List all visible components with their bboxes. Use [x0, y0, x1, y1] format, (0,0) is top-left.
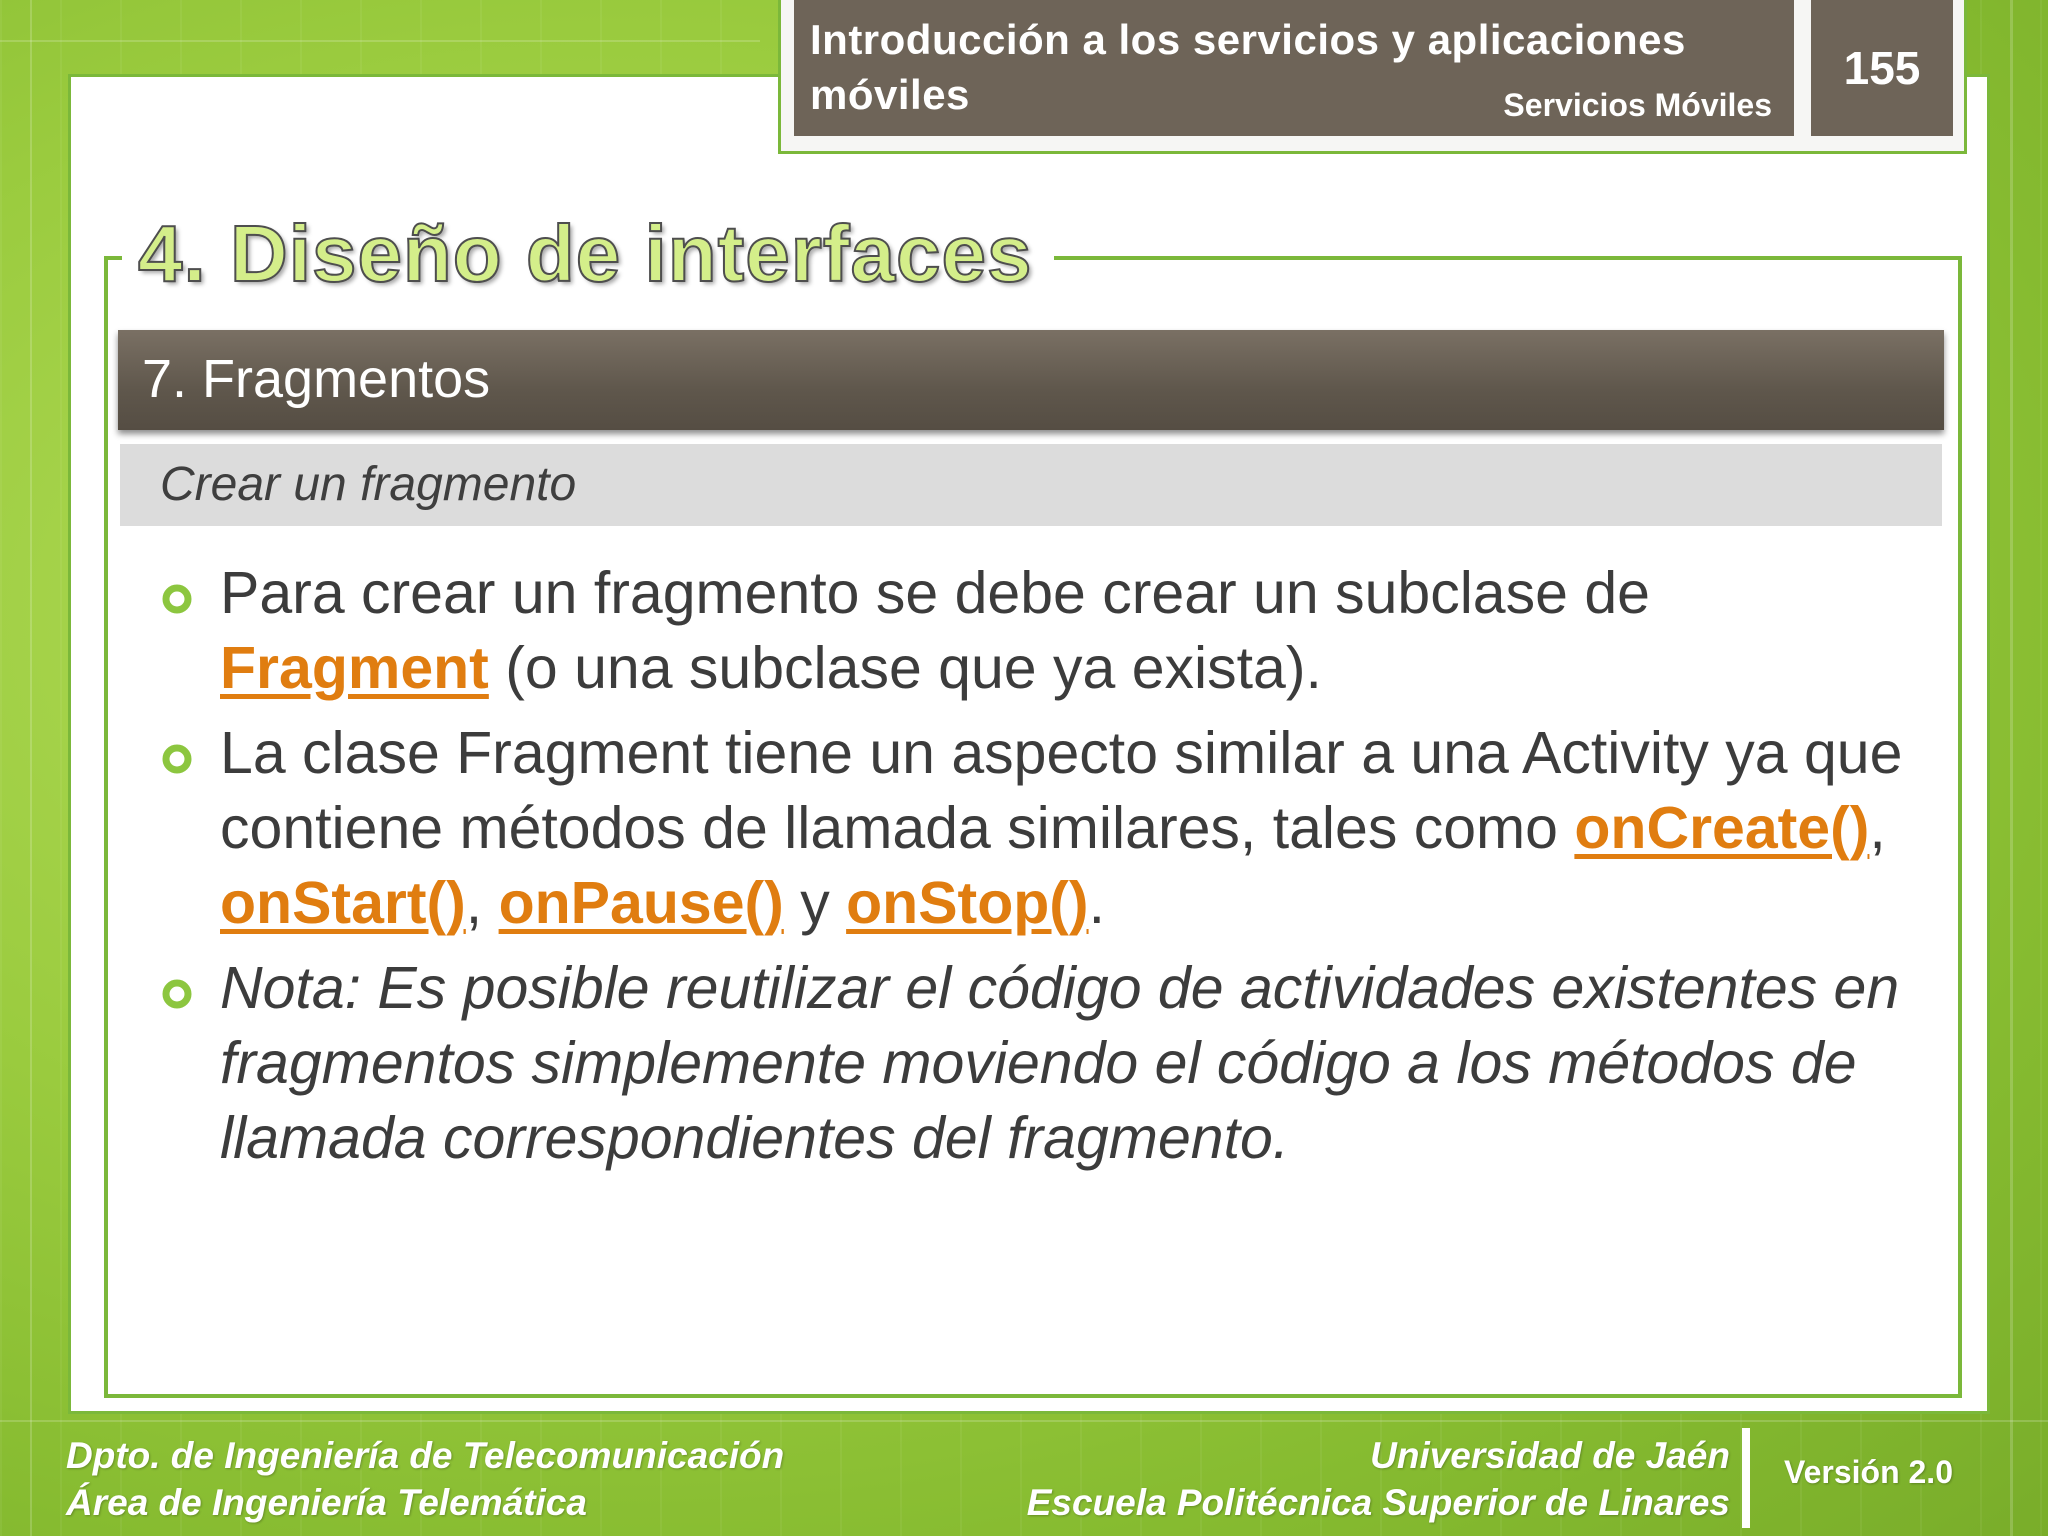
bullet-item: [160, 716, 1920, 941]
subheading: Crear un fragmento: [160, 458, 577, 511]
bullet-text-segment: La clase Fragment tiene un aspecto similar a una Activity ya que contiene métodos de llamada similares, tales como: [220, 720, 1903, 861]
background-decoration: [2010, 0, 2013, 1536]
code-keyword-link[interactable]: onStart(): [220, 870, 466, 936]
bullet-text-segment: .: [1088, 870, 1105, 936]
code-keyword-link[interactable]: onPause(): [498, 870, 784, 936]
subtopic-title: 7. Fragmentos: [142, 349, 491, 409]
footer-university: [1027, 1432, 1730, 1526]
bullet-item: [160, 951, 1920, 1176]
footer-univ-line2: Escuela Politécnica Superior de Linares: [1026, 1482, 1730, 1523]
bullet-text: [220, 951, 1920, 1176]
background-decoration: [0, 40, 760, 42]
bullet-text: [220, 716, 1920, 941]
page-number-box: [1811, 0, 1953, 136]
page-number: 155: [1843, 42, 1921, 94]
code-keyword-link[interactable]: Fragment: [220, 635, 489, 701]
ring-bullet-icon: [160, 582, 194, 616]
code-keyword-link[interactable]: onStop(): [846, 870, 1089, 936]
footer-divider: [1742, 1428, 1750, 1528]
course-subtitle: Servicios Móviles: [1503, 87, 1772, 123]
footer-version: Versión 2.0: [1784, 1454, 1953, 1490]
section-title: 4. Diseño de interfaces: [122, 206, 1054, 302]
bullet-text-segment: ,: [465, 870, 499, 936]
footer-dept-line2: Área de Ingeniería Telemática: [66, 1482, 587, 1523]
background-decoration: [30, 0, 32, 1536]
bullet-text-segment: Para crear un fragmento se debe crear un subclase de: [220, 560, 1650, 626]
bullet-text-segment: (o una subclase que ya exista).: [488, 635, 1322, 701]
bullet-text-segment: Nota: Es posible reutilizar el código de actividades existentes en fragmentos simplemente moviendo el código a los métodos de llamada correspondientes del fragmento.: [220, 955, 1900, 1171]
bullet-item: [160, 556, 1920, 706]
course-title: Introducción a los servicios y aplicaciones móviles: [810, 16, 1686, 118]
code-keyword-link[interactable]: onCreate(): [1574, 795, 1870, 861]
subheading-bar: [120, 444, 1942, 526]
bullet-text-segment: y: [783, 870, 847, 936]
footer-univ-line1: Universidad de Jaén: [1370, 1435, 1730, 1476]
ring-bullet-icon: [160, 977, 194, 1011]
bullet-text: [220, 556, 1920, 706]
ring-bullet-icon: [160, 742, 194, 776]
bullet-text-segment: ,: [1869, 795, 1886, 861]
header-title-box: [794, 0, 1794, 136]
subtopic-bar: [118, 330, 1944, 430]
background-decoration: [0, 1420, 2048, 1422]
footer-dept-line1: Dpto. de Ingeniería de Telecomunicación: [66, 1435, 785, 1476]
footer-department: [66, 1432, 784, 1526]
bullet-list: [160, 556, 1920, 1186]
